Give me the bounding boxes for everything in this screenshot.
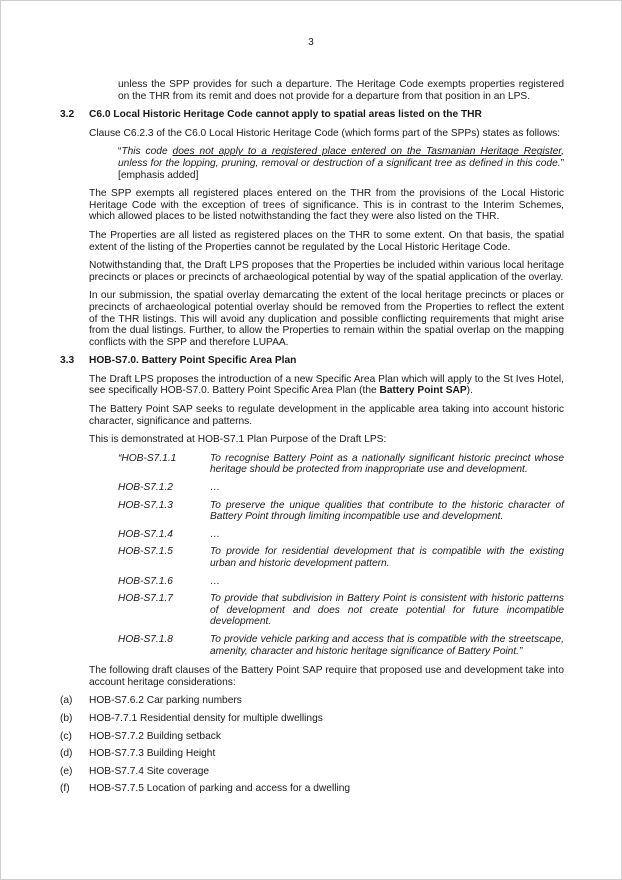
section-heading-3-3 [60, 355, 564, 367]
plan-text: … [210, 575, 221, 587]
paragraph: Notwithstanding that, the Draft LPS proposes that the Properties be included within various local heritage precincts or places or precincts of archaeological potential by way of the spatial application of the overlay. [89, 260, 564, 283]
clause-list-item [60, 748, 564, 760]
plan-purpose-row [118, 546, 564, 569]
text-run: The Draft LPS proposes the introduction of a new Specific Area Plan which will apply to the St Ives Hotel, see specifically HOB-S7.0. Battery Point Specific Area Plan (the [89, 373, 564, 397]
plan-purpose-row [118, 576, 564, 588]
list-label: (b) [60, 712, 73, 724]
plan-code: “HOB-S7.1.1 [118, 452, 177, 464]
paragraph: In our submission, the spatial overlay demarcating the extent of the local heritage precincts or places or precincts of archaeological potential overlay should be removed from the Properties to reflect the extent of the THR listings. This will avoid any duplication and possible conflicting requirements that might arise from the dual listings. Further, to allow the Properties to remain within the spatial overlap on the mapping conflicts with the SPP and therefore LUPAA. [89, 290, 564, 348]
clause-list-item [60, 695, 564, 707]
defined-term: Battery Point SAP [379, 385, 467, 397]
paragraph: Clause C6.2.3 of the C6.0 Local Historic Heritage Code (which forms part of the SPPs) states as follows: [89, 127, 561, 139]
plan-purpose-row [118, 482, 564, 494]
plan-purpose-row [118, 453, 564, 476]
plan-text: To provide that subdivision in Battery Point is consistent with historic patterns of development and does not create potential for future incompatible development. [210, 593, 564, 628]
clause-list-item [60, 713, 564, 725]
list-label: (c) [60, 730, 72, 742]
list-text: HOB-S7.7.2 Building setback [89, 730, 221, 742]
list-text: HOB-S7.7.4 Site coverage [89, 765, 210, 777]
paragraph: The Properties are all listed as registered places on the THR to some extent. On that basis, the spatial extent of the listing of the Properties cannot be regulated by the Local Historic Heritage Code. [89, 229, 564, 253]
plan-code: HOB-S7.1.3 [118, 499, 173, 511]
page-number: 3 [308, 37, 314, 48]
section-title: C6.0 Local Historic Heritage Code cannot apply to spatial areas listed on the THR [89, 109, 482, 121]
paragraph: The following draft clauses of the Battery Point SAP require that proposed use and development take into account heritage considerations: [89, 665, 564, 688]
list-text: HOB-7.7.1 Residential density for multiple dwellings [89, 712, 323, 724]
plan-purpose-row [118, 634, 564, 657]
section-heading-3-2 [60, 109, 564, 121]
list-text: HOB-S7.7.5 Location of parking and access for a dwelling [89, 783, 351, 795]
plan-text: To provide for residential development that is compatible with the existing urban and historic development pattern. [210, 546, 564, 569]
plan-text: To provide vehicle parking and access that is compatible with the streetscape, amenity, character and historic heritage significance of Battery Point.” [210, 633, 564, 657]
text-run: ). [466, 385, 473, 397]
intro-paragraph: unless the SPP provides for such a departure. The Heritage Code exempts properties registered on the THR from its remit and does not provide for a departure from that position in an LPS. [118, 79, 564, 102]
list-label: (e) [60, 765, 73, 777]
quote-close: ” [560, 157, 564, 169]
plan-code: HOB-S7.1.4 [118, 528, 173, 540]
clause-list-item [60, 766, 564, 778]
plan-text: To recognise Battery Point as a nationally significant historic precinct whose heritage should be protected from inappropriate use and development. [210, 452, 564, 476]
quote-underlined: does not apply to a registered place entered on the Tasmanian Heritage Register [172, 146, 562, 158]
plan-text: … [210, 528, 221, 540]
plan-text: To preserve the unique qualities that contribute to the historic character of Battery Point through limiting incompatible use and development. [210, 499, 564, 523]
plan-purpose-table [118, 453, 564, 657]
clause-list [60, 695, 564, 795]
list-label: (a) [60, 695, 73, 707]
plan-code: HOB-S7.1.2 [118, 482, 173, 494]
clause-list-item [60, 783, 564, 795]
plan-code: HOB-S7.1.7 [118, 593, 173, 605]
plan-purpose-row [118, 529, 564, 541]
plan-code: HOB-S7.1.6 [118, 575, 173, 587]
document-body [60, 79, 564, 801]
plan-purpose-row [118, 500, 564, 523]
paragraph [89, 374, 564, 397]
section-title: HOB-S7.0. Battery Point Specific Area Plan [89, 355, 297, 367]
section-number: 3.2 [60, 109, 75, 121]
plan-code: HOB-S7.1.5 [118, 546, 173, 558]
quote-open: “ [118, 146, 122, 158]
list-label: (d) [60, 748, 73, 760]
paragraph: This is demonstrated at HOB-S7.1 Plan Purpose of the Draft LPS: [89, 434, 387, 446]
quote-lead: This code [121, 146, 173, 158]
clause-list-item [60, 731, 564, 743]
plan-text: … [210, 482, 221, 494]
section-number: 3.3 [60, 355, 75, 367]
paragraph: The SPP exempts all registered places entered on the THR from the provisions of the Local Historic Heritage Code with the exception of trees of significance. This is in contrast to the Interim Schemes, which allowed places to be listed notwithstanding the fact they were also listed on the THR. [89, 188, 564, 223]
block-quote [118, 146, 564, 181]
list-text: HOB-S7.7.3 Building Height [89, 748, 216, 760]
plan-purpose-row [118, 593, 564, 628]
list-label: (f) [60, 783, 70, 795]
paragraph: The Battery Point SAP seeks to regulate development in the applicable area taking into account historic character, significance and patterns. [89, 404, 564, 427]
emphasis-note: [emphasis added] [118, 169, 199, 181]
plan-code: HOB-S7.1.8 [118, 633, 173, 645]
quote-rest: , unless for the lopping, pruning, removal or destruction of a significant tree as defined in this code. [118, 146, 564, 169]
list-text: HOB-S7.6.2 Car parking numbers [89, 695, 242, 707]
